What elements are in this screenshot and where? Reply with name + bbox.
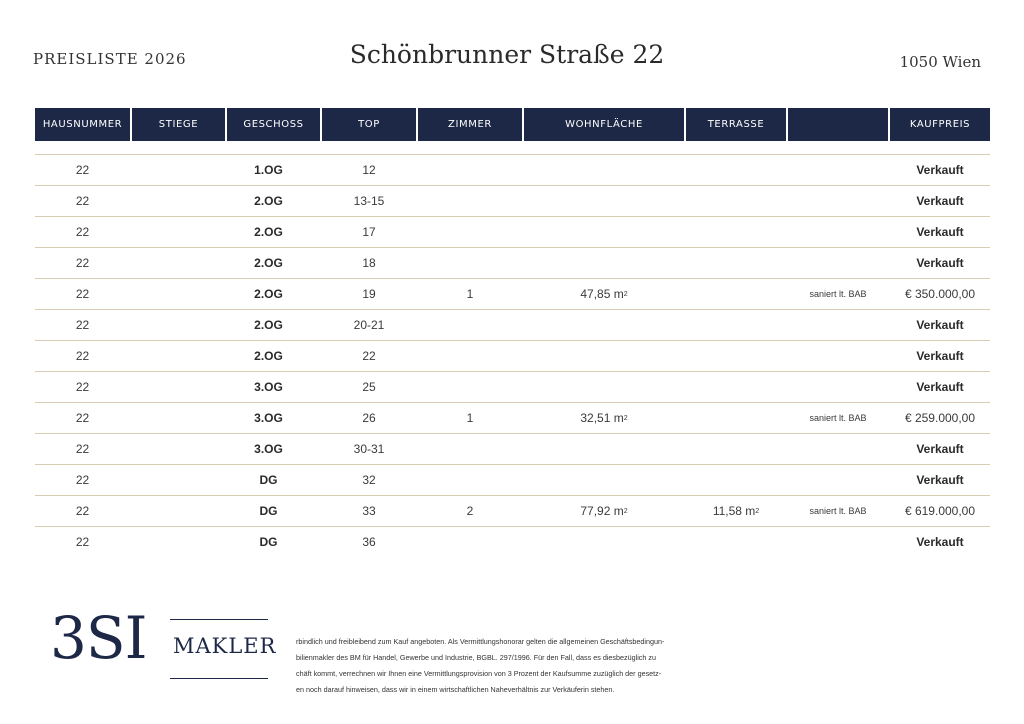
- cell-kaufpreis: Verkauft: [916, 256, 964, 270]
- cell-hausnummer: 22: [75, 318, 90, 332]
- logo-divider-bottom: [170, 678, 268, 679]
- cell-geschoss: 2.OG: [254, 256, 283, 270]
- table-row: [35, 340, 990, 371]
- cell-hausnummer: 22: [75, 287, 90, 301]
- table-row: [35, 526, 990, 557]
- column-header-geschoss: GESCHOSS: [227, 108, 320, 141]
- cell-hausnummer: 22: [75, 442, 90, 456]
- cell-hausnummer: 22: [75, 349, 90, 363]
- cell-hausnummer: 22: [75, 535, 90, 549]
- cell-note: saniert lt. BAB: [809, 289, 867, 299]
- table-header: [0, 108, 1024, 141]
- column-header-terrasse: TERRASSE: [686, 108, 786, 141]
- cell-kaufpreis: Verkauft: [916, 473, 964, 487]
- cell-kaufpreis: Verkauft: [916, 349, 964, 363]
- column-header-hausnummer: HAUSNUMMER: [35, 108, 130, 141]
- table-row: [35, 247, 990, 278]
- cell-kaufpreis: Verkauft: [916, 442, 964, 456]
- column-header-wohnflaeche: WOHNFLÄCHE: [524, 108, 684, 141]
- cell-top: 32: [362, 473, 376, 487]
- cell-geschoss: DG: [259, 473, 278, 487]
- table-row: [35, 495, 990, 526]
- cell-wohnflaeche: 77,92 m 2: [580, 504, 628, 518]
- cell-kaufpreis: Verkauft: [916, 318, 964, 332]
- header-label: PREISLISTE 2026: [33, 50, 187, 68]
- cell-geschoss: 2.OG: [254, 225, 283, 239]
- cell-hausnummer: 22: [75, 380, 90, 394]
- price-table: [35, 154, 990, 557]
- disclaimer-line: en noch darauf hinweisen, dass wir in einem wirtschaftlichen Naheverhältnis zur Verkäuferin stehen.: [296, 685, 615, 694]
- cell-top: 22: [362, 349, 376, 363]
- cell-geschoss: DG: [259, 504, 278, 518]
- column-header-kaufpreis: KAUFPREIS: [890, 108, 990, 141]
- disclaimer-line: rbindlich und freibleibend zum Kauf angeboten. Als Vermittlungshonorar gelten die allgemeinen Geschäftsbedingun-: [296, 637, 665, 646]
- cell-zimmer: 2: [466, 504, 474, 518]
- cell-geschoss: 3.OG: [254, 380, 283, 394]
- disclaimer-line: chäft kommt, verrechnen wir Ihnen eine Vermittlungsprovision von 3 Prozent der Kaufsumme zuzüglich der gesetz-: [296, 669, 662, 678]
- column-header-top: TOP: [322, 108, 416, 141]
- cell-top: 25: [362, 380, 376, 394]
- cell-top: 30-31: [353, 442, 385, 456]
- cell-geschoss: 3.OG: [254, 442, 283, 456]
- cell-zimmer: 1: [466, 411, 474, 425]
- cell-kaufpreis: Verkauft: [916, 194, 964, 208]
- cell-hausnummer: 22: [75, 473, 90, 487]
- cell-geschoss: 2.OG: [254, 194, 283, 208]
- cell-kaufpreis: Verkauft: [916, 163, 964, 177]
- cell-top: 36: [362, 535, 376, 549]
- cell-top: 12: [362, 163, 376, 177]
- cell-kaufpreis: Verkauft: [916, 225, 964, 239]
- cell-top: 17: [362, 225, 376, 239]
- cell-wohnflaeche: 47,85 m 2: [580, 287, 628, 301]
- table-row: [35, 464, 990, 495]
- column-header-stiege: STIEGE: [132, 108, 225, 141]
- company-logo: 3SI: [50, 604, 147, 672]
- column-header-note: [788, 108, 888, 141]
- cell-geschoss: 2.OG: [254, 349, 283, 363]
- table-row: [35, 216, 990, 247]
- disclaimer-line: bilienmakler des BM für Handel, Gewerbe und Industrie, BGBL. 297/1996. Für den Fall, dass es diesbezüglich zu: [296, 653, 656, 662]
- cell-hausnummer: 22: [75, 504, 90, 518]
- table-row: [35, 278, 990, 309]
- cell-hausnummer: 22: [75, 256, 90, 270]
- cell-geschoss: 3.OG: [254, 411, 283, 425]
- cell-geschoss: 2.OG: [254, 287, 283, 301]
- cell-geschoss: 2.OG: [254, 318, 283, 332]
- cell-hausnummer: 22: [75, 411, 90, 425]
- cell-note: saniert lt. BAB: [809, 506, 867, 516]
- cell-kaufpreis: € 259.000,00: [904, 411, 976, 425]
- cell-terrasse: 11,58 m 2: [712, 504, 760, 518]
- table-row: [35, 433, 990, 464]
- cell-zimmer: 1: [466, 287, 474, 301]
- cell-kaufpreis: € 619.000,00: [904, 504, 976, 518]
- page-title: Schönbrunner Straße 22: [349, 40, 665, 69]
- cell-geschoss: 1.OG: [254, 163, 283, 177]
- cell-wohnflaeche: 32,51 m 2: [580, 411, 628, 425]
- cell-top: 18: [362, 256, 376, 270]
- cell-top: 19: [362, 287, 376, 301]
- cell-hausnummer: 22: [75, 225, 90, 239]
- cell-top: 26: [362, 411, 376, 425]
- cell-top: 33: [362, 504, 376, 518]
- table-row: [35, 185, 990, 216]
- table-row: [35, 371, 990, 402]
- logo-divider-top: [170, 619, 268, 620]
- cell-geschoss: DG: [259, 535, 278, 549]
- cell-kaufpreis: Verkauft: [916, 535, 964, 549]
- header-location: 1050 Wien: [899, 53, 981, 71]
- table-row: [35, 154, 990, 185]
- cell-hausnummer: 22: [75, 194, 90, 208]
- table-row: [35, 309, 990, 340]
- column-header-zimmer: ZIMMER: [418, 108, 522, 141]
- cell-note: saniert lt. BAB: [809, 413, 867, 423]
- company-logo-subtitle: MAKLER: [173, 634, 277, 658]
- cell-hausnummer: 22: [75, 163, 90, 177]
- cell-top: 13-15: [353, 194, 385, 208]
- cell-kaufpreis: € 350.000,00: [904, 287, 976, 301]
- table-row: [35, 402, 990, 433]
- cell-top: 20-21: [353, 318, 385, 332]
- legal-disclaimer: [296, 634, 736, 698]
- cell-kaufpreis: Verkauft: [916, 380, 964, 394]
